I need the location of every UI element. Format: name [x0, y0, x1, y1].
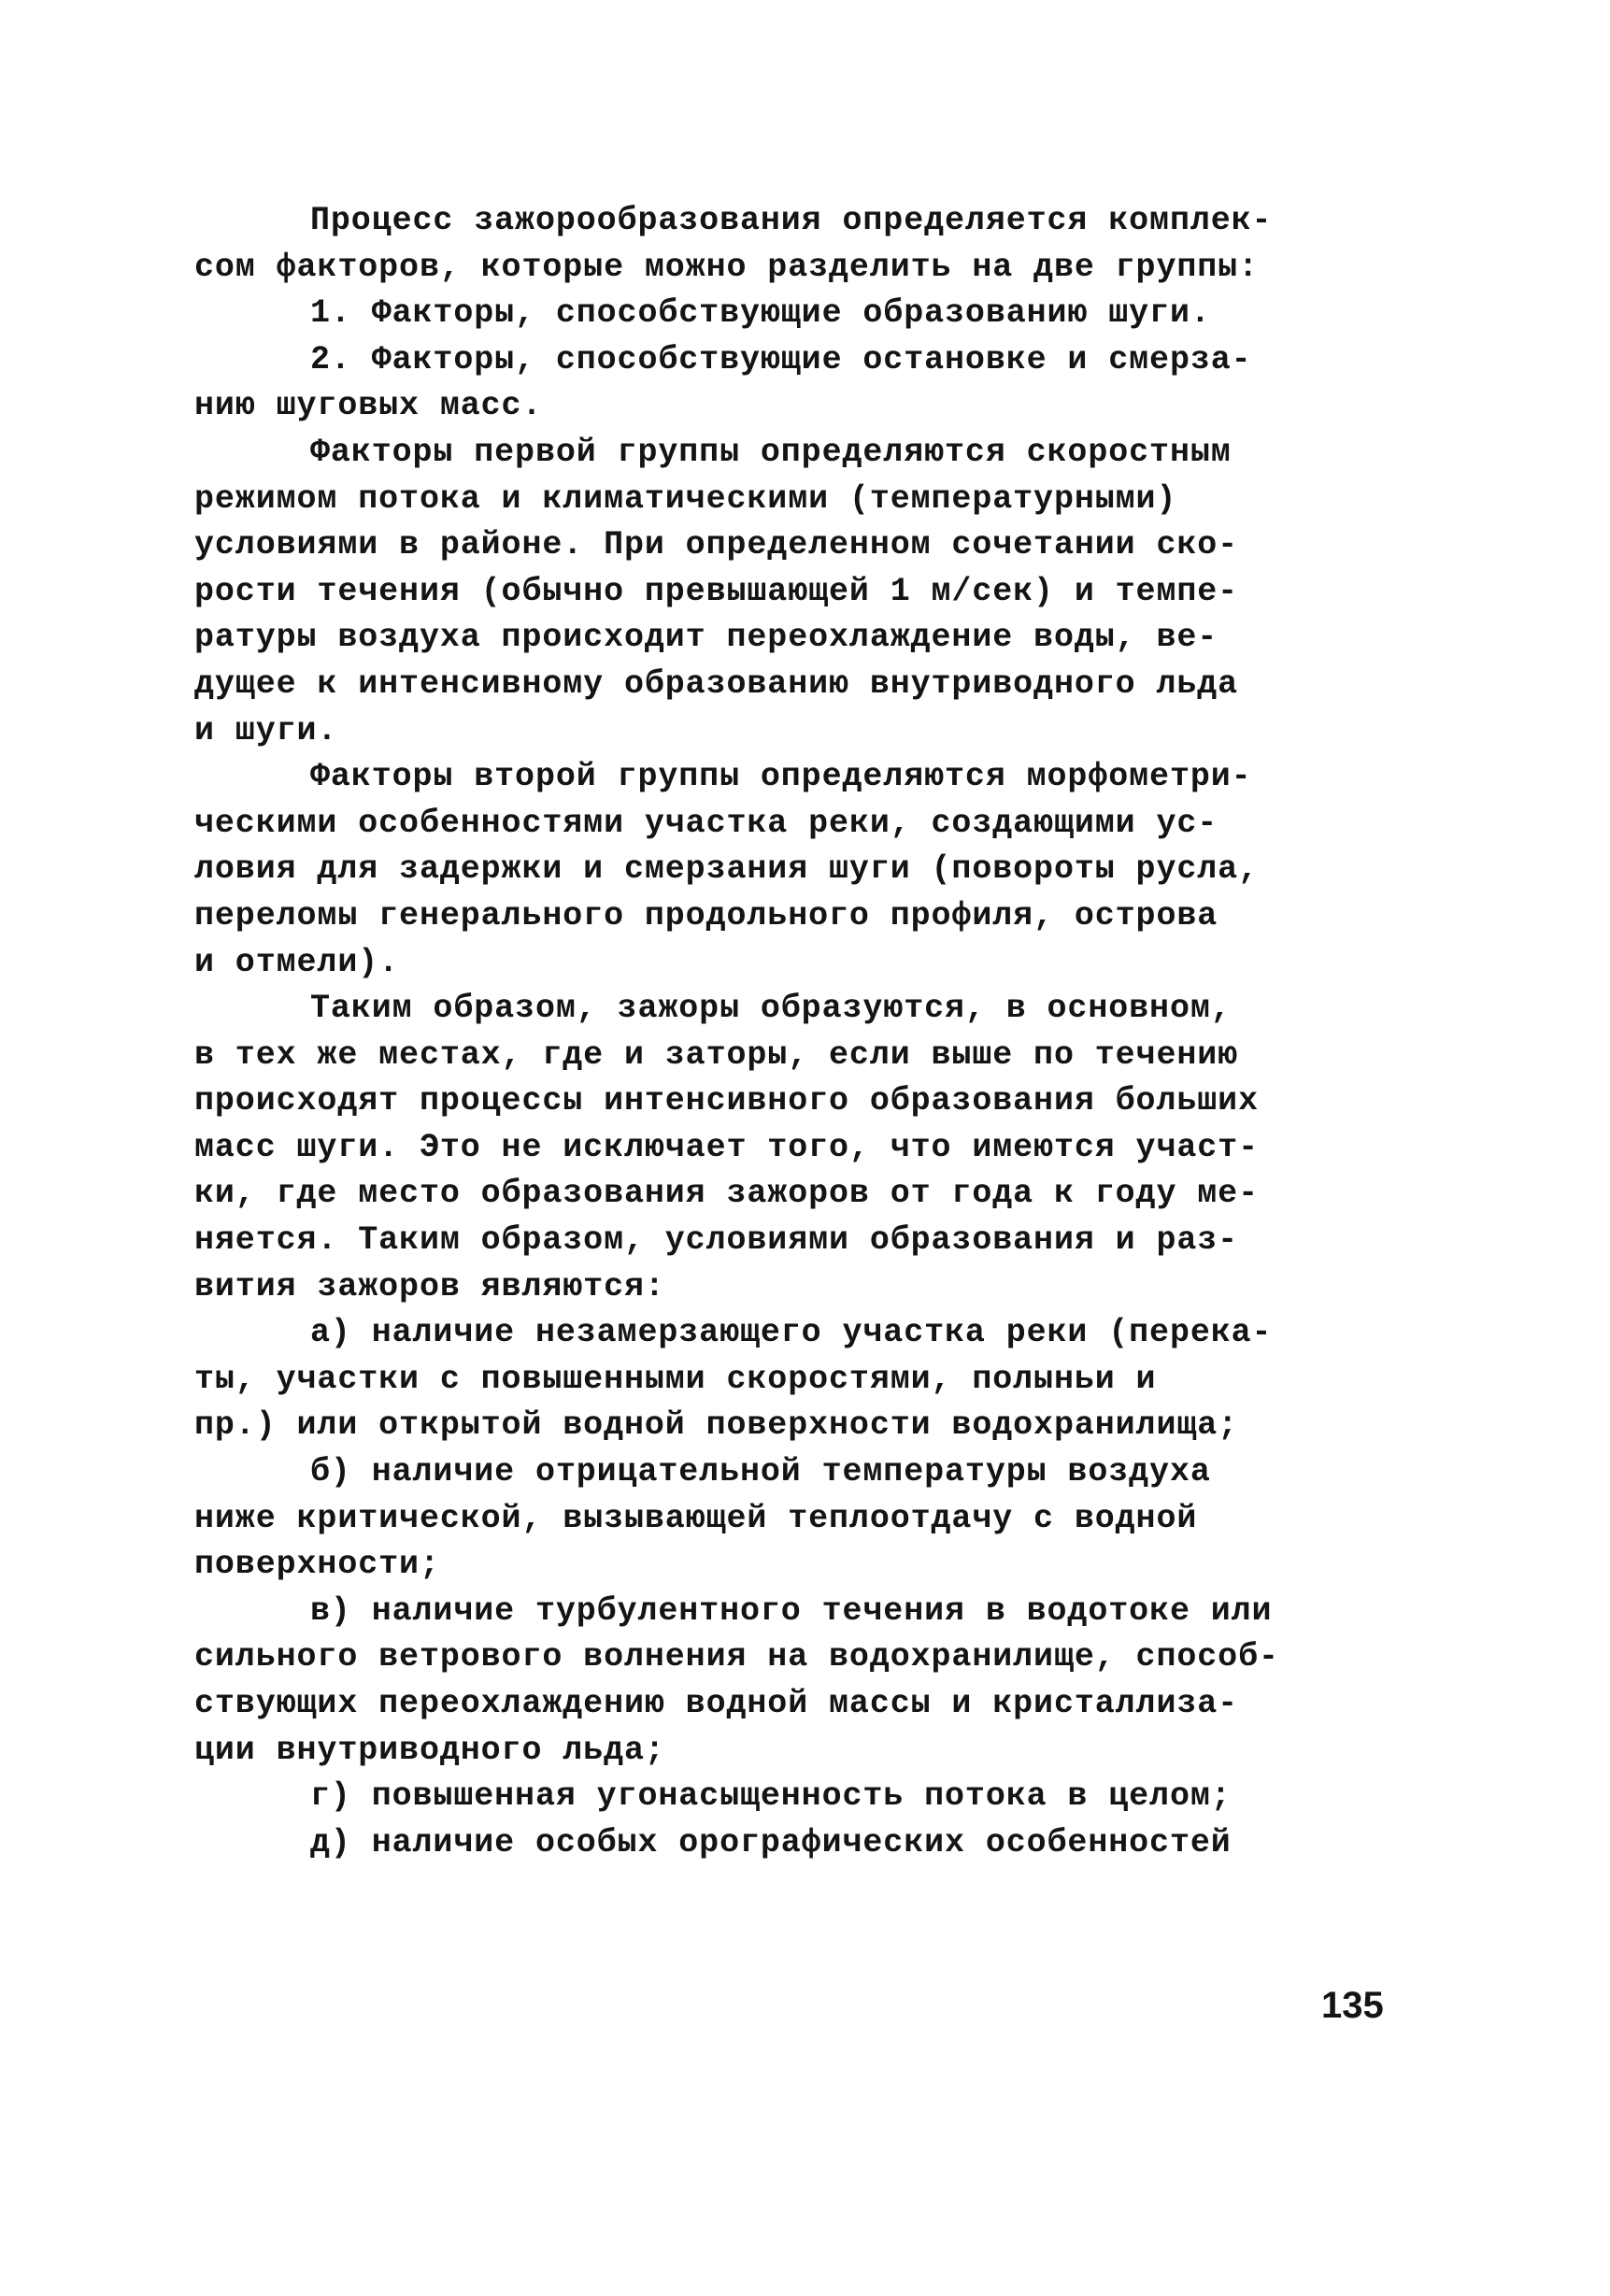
text-line: в тех же местах, где и заторы, если выше по течению	[194, 1035, 1239, 1074]
text-line: рости течения (обычно превышающей 1 м/сек) и темпе-	[194, 572, 1239, 610]
text-line: ки, где место образования зажоров от года к году ме-	[194, 1175, 1259, 1213]
text-line: Факторы первой группы определяются скоростным	[310, 433, 1232, 471]
text-line: масс шуги. Это не исключает того, что имеются участ-	[194, 1128, 1259, 1166]
text-line: ловия для задержки и смерзания шуги (повороты русла,	[194, 850, 1259, 889]
page-number: 135	[1321, 1985, 1384, 2026]
text-line: ческими особенностями участка реки, создающими ус-	[194, 804, 1218, 842]
text-line: вития зажоров являются:	[194, 1267, 665, 1305]
text-line: нию шуговых масс.	[194, 387, 543, 425]
text-line: сом факторов, которые можно разделить на две группы:	[194, 248, 1259, 286]
text-line: сильного ветрового волнения на водохранилище, способ-	[194, 1638, 1279, 1676]
text-line: ствующих переохлаждению водной массы и кристаллиза-	[194, 1685, 1239, 1722]
text-line: няется. Таким образом, условиями образования и раз-	[194, 1221, 1239, 1260]
text-line: Процесс зажорообразования определяется комплек-	[310, 202, 1273, 239]
text-line: и шуги.	[194, 711, 338, 749]
text-line: 1. Факторы, способствующие образованию шуги.	[310, 294, 1211, 333]
text-line: поверхности;	[194, 1546, 440, 1584]
text-line: 2. Факторы, способствующие остановке и смерза-	[310, 340, 1252, 378]
text-line: ратуры воздуха происходит переохлаждение воды, ве-	[194, 619, 1218, 657]
text-line: и отмели).	[194, 943, 400, 981]
text-line: режимом потока и климатическими (температурными)	[194, 479, 1177, 518]
text-line: в) наличие турбулентного течения в водотоке или	[310, 1591, 1273, 1630]
text-line: условиями в районе. При определенном сочетании ско-	[194, 526, 1239, 564]
text-line: ниже критической, вызывающей теплоотдачу с водной	[194, 1499, 1198, 1537]
text-line: а) наличие незамерзающего участка реки (перека-	[310, 1314, 1273, 1352]
text-line: б) наличие отрицательной температуры воздуха	[310, 1453, 1211, 1491]
text-line: Факторы второй группы определяются морфометри-	[310, 758, 1252, 796]
body-text	[194, 198, 1418, 1866]
text-line: Таким образом, зажоры образуются, в основном,	[310, 990, 1232, 1028]
text-line: ции внутриводного льда;	[194, 1731, 665, 1769]
text-line: ты, участки с повышенными скоростями, полыньи и	[194, 1360, 1157, 1398]
text-line: д) наличие особых орографических особенностей	[310, 1823, 1232, 1861]
text-line: г) повышенная угонасыщенность потока в целом;	[310, 1777, 1232, 1816]
text-line: пр.) или открытой водной поверхности водохранилища;	[194, 1406, 1239, 1445]
text-line: дущее к интенсивному образованию внутриводного льда	[194, 664, 1239, 703]
text-line: происходят процессы интенсивного образования больших	[194, 1082, 1259, 1120]
text-line: переломы генерального продольного профиля, острова	[194, 896, 1218, 934]
